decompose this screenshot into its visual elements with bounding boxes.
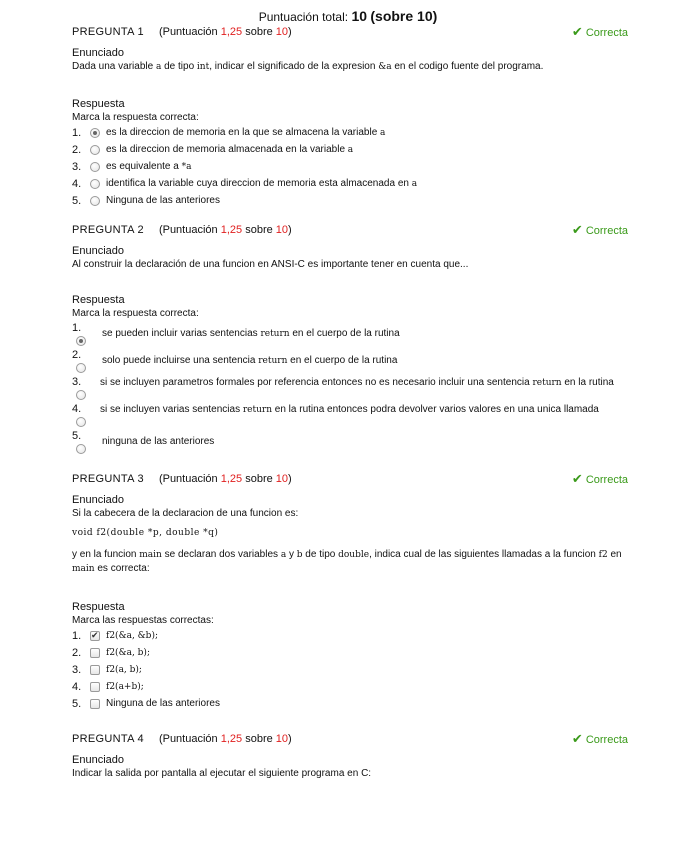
status-badge: ✔ Correcta	[571, 731, 628, 746]
answer-options	[72, 629, 628, 713]
answer-option: 3. f2(a, b);	[72, 664, 142, 676]
enunciado-label: Enunciado	[72, 754, 124, 766]
answer-instruction: Marca las respuestas correctas:	[72, 615, 214, 626]
radio-button[interactable]	[76, 363, 86, 373]
question-title: PREGUNTA 3	[72, 473, 144, 485]
answer-option: 4. si se incluyen varias sentencias return en la rutina entonces podra devolver varios valores en una unica llamada	[72, 403, 628, 429]
answer-option: 4. f2(a+b);	[72, 681, 144, 693]
question-title: PREGUNTA 4	[72, 733, 144, 745]
answer-options	[72, 126, 628, 210]
radio-button[interactable]	[90, 128, 100, 138]
check-icon: ✔	[571, 222, 583, 237]
question-1	[72, 24, 628, 211]
question-statement: Indicar la salida por pantalla al ejecutar el siguiente programa en C:	[72, 768, 372, 779]
checkbox[interactable]	[90, 631, 100, 641]
check-icon: ✔	[571, 731, 583, 746]
question-score: (Puntuación 1,25 sobre 10)	[158, 26, 292, 38]
question-4	[72, 731, 628, 780]
answer-option: 1. es la direccion de memoria en la que se almacena la variable a	[72, 127, 386, 139]
check-icon: ✔	[571, 24, 583, 39]
respuesta-label: Respuesta	[72, 601, 125, 613]
question-header	[72, 24, 628, 40]
answer-instruction: Marca la respuesta correcta:	[72, 308, 199, 319]
question-statement: Al construir la declaración de una funcion en ANSI-C es importante tener en cuenta que...	[72, 259, 469, 270]
answer-option: 1. ✔ f2(&a, &b);	[72, 629, 628, 645]
question-statement-continued: y en la funcion main se declaran dos variables a y b de tipo double, indica cual de las siguientes llamadas a la funcion f2 en main es correcta:	[72, 549, 622, 574]
radio-button[interactable]	[90, 145, 100, 155]
enunciado-label: Enunciado	[72, 47, 124, 59]
respuesta-label: Respuesta	[72, 98, 125, 110]
question-3	[72, 471, 628, 714]
radio-button[interactable]	[76, 417, 86, 427]
answer-option: 3. si se incluyen parametros formales por referencia entonces no es necesario incluir una sentencia return en la rutina	[72, 376, 628, 402]
total-of: (sobre 10)	[370, 8, 438, 24]
question-score: (Puntuación 1,25 sobre 10)	[158, 224, 292, 236]
answer-option: 2. solo puede incluirse una sentencia return en el cuerpo de la rutina	[72, 349, 628, 375]
radio-button[interactable]	[90, 162, 100, 172]
question-title: PREGUNTA 2	[72, 224, 144, 236]
answer-option: 5. Ninguna de las anteriores	[72, 698, 220, 710]
question-statement: Dada una variable a de tipo int, indicar el significado de la expresion &a en el codigo fuente del programa.	[72, 61, 544, 72]
answer-option: 5. Ninguna de las anteriores	[72, 195, 220, 207]
status-badge: ✔ Correcta	[571, 471, 628, 486]
answer-option: 2. es la direccion de memoria almacenada en la variable a	[72, 144, 354, 156]
radio-button[interactable]	[90, 179, 100, 189]
question-score: (Puntuación 1,25 sobre 10)	[158, 473, 292, 485]
question-2	[72, 222, 628, 457]
radio-button[interactable]	[90, 196, 100, 206]
radio-button[interactable]	[76, 390, 86, 400]
total-score	[0, 8, 696, 24]
answer-option: 2. f2(&a, b);	[72, 647, 150, 659]
enunciado-label: Enunciado	[72, 245, 124, 257]
question-score: (Puntuación 1,25 sobre 10)	[158, 733, 292, 745]
status-badge: ✔ Correcta	[571, 24, 628, 39]
total-value: 10	[351, 8, 368, 24]
check-icon: ✔	[571, 471, 583, 486]
radio-button[interactable]	[76, 444, 86, 454]
checkbox[interactable]	[90, 648, 100, 658]
answer-option: 1. se pueden incluir varias sentencias return en el cuerpo de la rutina	[72, 322, 628, 348]
checkbox[interactable]	[90, 699, 100, 709]
question-header	[72, 471, 628, 487]
question-statement: Si la cabecera de la declaracion de una funcion es:	[72, 508, 299, 519]
checkbox[interactable]	[90, 665, 100, 675]
answer-option: 3. es equivalente a *a	[72, 161, 192, 173]
question-header	[72, 222, 628, 238]
answer-instruction: Marca la respuesta correcta:	[72, 112, 199, 123]
total-label: Puntuación total:	[258, 10, 349, 24]
question-header	[72, 731, 628, 747]
question-title: PREGUNTA 1	[72, 26, 144, 38]
radio-button[interactable]	[76, 336, 86, 346]
answer-option: 4. identifica la variable cuya direccion de memoria esta almacenada en a	[72, 178, 418, 190]
enunciado-label: Enunciado	[72, 494, 124, 506]
code-snippet: void f2(double *p, double *q)	[72, 528, 219, 538]
checkbox[interactable]	[90, 682, 100, 692]
status-badge: ✔ Correcta	[571, 222, 628, 237]
respuesta-label: Respuesta	[72, 294, 125, 306]
answer-options	[72, 322, 628, 456]
answer-option: 5. ninguna de las anteriores	[72, 430, 628, 456]
